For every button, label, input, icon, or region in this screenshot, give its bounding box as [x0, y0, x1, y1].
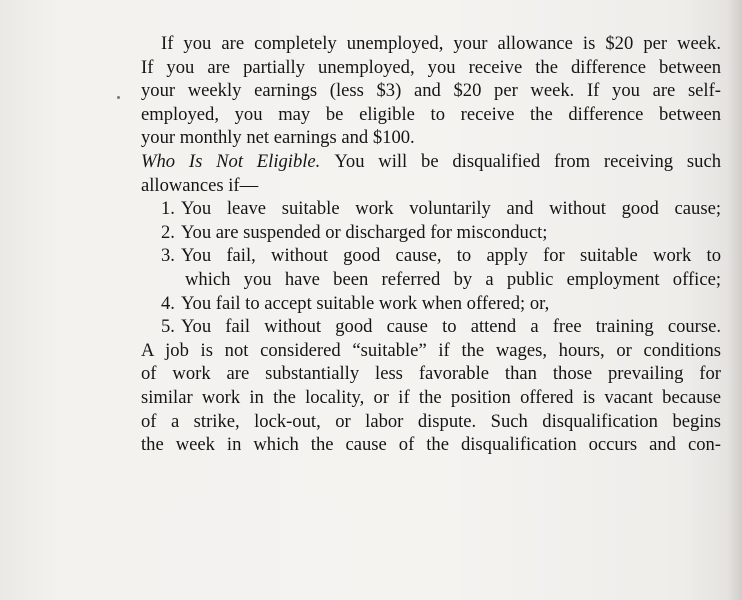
list-item-number: 3. — [161, 245, 175, 267]
list-item-text: You fail, without good cause, to apply for suitable work to — [180, 245, 721, 267]
paragraph-2-line: of a strike, lock-out, or labor dispute. Such disqualification begins — [141, 410, 721, 432]
not-eligible-intro-line2: allowances if— — [141, 174, 259, 196]
paragraph-2-line: of work are substantially less favorable than those prevailing for — [141, 363, 721, 385]
list-item-number: 5. — [161, 316, 175, 338]
list-item-number: 4. — [161, 292, 175, 314]
paper-speck — [117, 96, 120, 99]
list-item-text: You fail without good cause to attend a free training course. — [180, 316, 721, 338]
list-item — [141, 221, 721, 245]
list-item-number: 1. — [161, 198, 175, 220]
paragraph-1-line: employed, you may be eligible to receive the difference between — [141, 103, 721, 125]
list-item-text: You fail to accept suitable work when offered; or, — [180, 292, 550, 314]
list-item-continuation: which you have been referred by a public employment office; — [185, 268, 721, 290]
not-eligible-heading: Who Is Not Eligible. — [141, 150, 321, 172]
list-item — [141, 292, 721, 316]
page-gutter-shadow — [728, 0, 742, 600]
paragraph-2-line: the week in which the cause of the disqualification occurs and con- — [141, 434, 721, 456]
paragraph-2-line: A job is not considered “suitable” if the wages, hours, or conditions — [141, 339, 721, 361]
list-item-text: You are suspended or discharged for misconduct; — [180, 221, 548, 243]
not-eligible-intro-text: You will be disqualified from receiving such — [334, 150, 721, 172]
list-item — [141, 244, 721, 268]
list-item — [141, 315, 721, 339]
not-eligible-intro — [141, 150, 721, 174]
paragraph-1-line: If you are completely unemployed, your allowance is $20 per week. — [161, 33, 721, 54]
paragraph-1-line: your monthly net earnings and $100. — [141, 127, 415, 149]
body-text — [141, 32, 721, 457]
list-item — [141, 197, 721, 221]
paragraph-1-line: your weekly earnings (less $3) and $20 per week. If you are self- — [141, 80, 721, 102]
paragraph-1-line: If you are partially unemployed, you receive the difference between — [141, 56, 721, 78]
list-item-number: 2. — [161, 221, 175, 243]
list-item-text: You leave suitable work voluntarily and without good cause; — [180, 198, 721, 220]
paragraph-2-line: similar work in the locality, or if the position offered is vacant because — [141, 386, 721, 408]
